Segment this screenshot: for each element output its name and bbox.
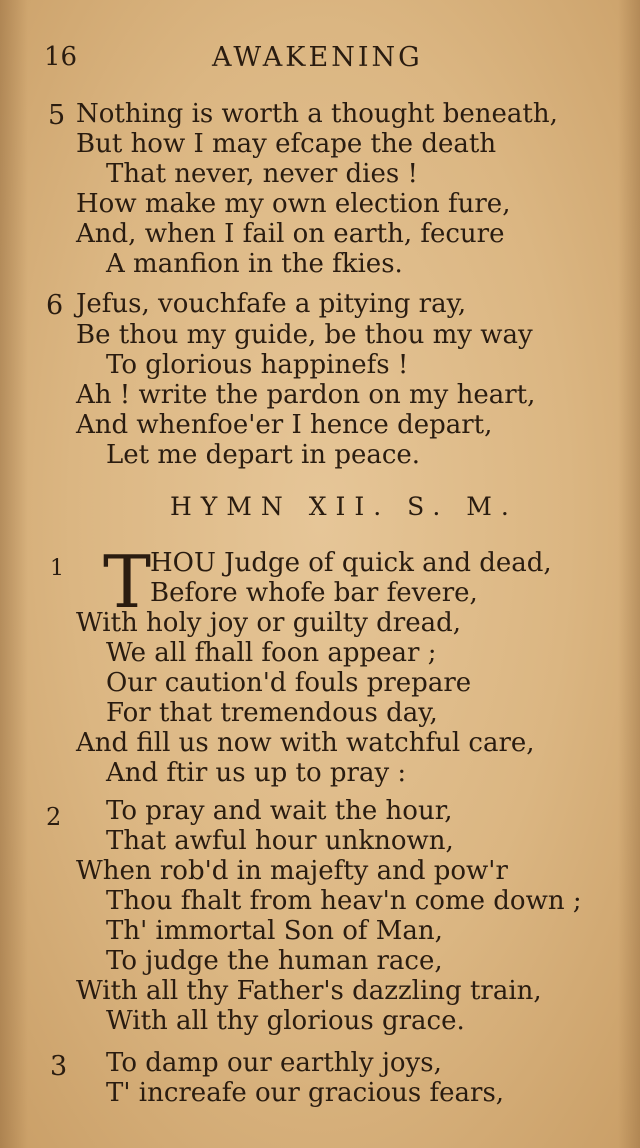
verse-line: With holy joy or guilty dread, — [76, 608, 462, 638]
verse-line: How make my own election fure, — [76, 189, 511, 219]
verse-line: HOU Judge of quick and dead, — [150, 548, 552, 578]
verse-line: But how I may efcape the death — [76, 129, 497, 159]
verse-line: A manfion in the fkies. — [106, 249, 403, 279]
page-header — [0, 42, 640, 82]
verse-line: Before whofe bar fevere, — [150, 578, 478, 608]
verse-line: Nothing is worth a thought beneath, — [76, 99, 558, 129]
verse-line: To judge the human race, — [106, 946, 443, 976]
verse-line: To glorious happinefs ! — [106, 350, 409, 380]
page-shadow-right — [618, 0, 640, 1148]
verse-line: Thou fhalt from heav'n come down ; — [106, 886, 582, 916]
verse-line: That never, never dies ! — [106, 159, 418, 189]
verse-line: When rob'd in majefty and pow'r — [76, 856, 508, 886]
verse-line: Ah ! write the pardon on my heart, — [76, 380, 536, 410]
verse-line: To pray and wait the hour, — [106, 796, 453, 826]
verse-line: And ftir us up to pray : — [106, 758, 407, 788]
verse-line: Let me depart in peace. — [106, 440, 421, 470]
page-shadow-left — [0, 0, 28, 1148]
hymn-title: HYMN XII. S. M. — [170, 492, 518, 521]
verse-line: For that tremendous day, — [106, 698, 438, 728]
verse-line: And whenfoe'er I hence depart, — [76, 410, 493, 440]
verse-line: T' increafe our gracious fears, — [106, 1078, 505, 1108]
stanza-number: 3 — [50, 1051, 68, 1082]
verse-line: And fill us now with watchful care, — [76, 728, 535, 758]
page-number: 16 — [44, 42, 78, 72]
running-title: AWAKENING — [212, 42, 423, 73]
verse-line: That awful hour unknown, — [106, 826, 454, 856]
stanza-number: 1 — [50, 556, 64, 581]
stanza-number: 6 — [46, 290, 64, 321]
verse-line: Our caution'd fouls prepare — [106, 668, 472, 698]
verse-line: We all fhall foon appear ; — [106, 638, 437, 668]
verse-line: Be thou my guide, be thou my way — [76, 320, 533, 350]
verse-line: Th' immortal Son of Man, — [106, 916, 443, 946]
drop-cap: T — [103, 540, 152, 624]
stanza-number: 2 — [46, 803, 62, 831]
verse-line: And, when I fail on earth, fecure — [76, 219, 505, 249]
verse-line: To damp our earthly joys, — [106, 1048, 442, 1078]
stanza-number: 5 — [48, 100, 66, 131]
verse-line: With all thy Father's dazzling train, — [76, 976, 542, 1006]
verse-line: With all thy glorious grace. — [106, 1006, 465, 1036]
verse-line: Jefus, vouchfafe a pitying ray, — [76, 289, 467, 319]
